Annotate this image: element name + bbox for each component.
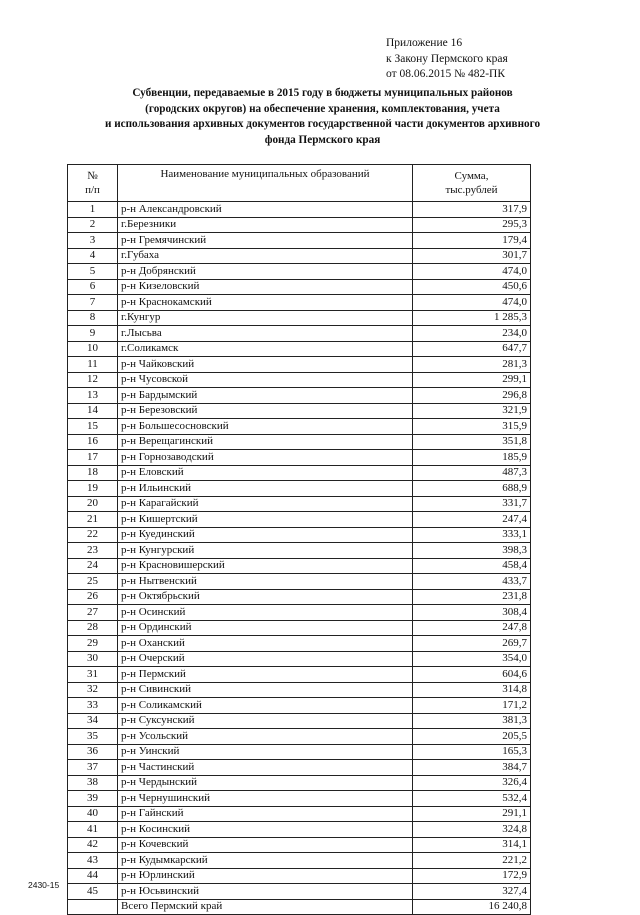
row-number: 42 <box>68 837 118 853</box>
municipality-name: р-н Пермский <box>118 667 413 683</box>
appendix-number: Приложение 16 <box>386 37 463 49</box>
table-row <box>68 403 531 419</box>
total-amount: 16 240,8 <box>413 899 531 915</box>
row-number: 41 <box>68 822 118 838</box>
table-row <box>68 496 531 512</box>
municipality-name: р-н Кишертский <box>118 512 413 528</box>
row-number: 24 <box>68 558 118 574</box>
subsidy-amount: 532,4 <box>413 791 531 807</box>
row-number: 15 <box>68 419 118 435</box>
row-number: 8 <box>68 310 118 326</box>
table-row <box>68 202 531 218</box>
municipality-name: р-н Ильинский <box>118 481 413 497</box>
subsidy-amount: 281,3 <box>413 357 531 373</box>
table-row <box>68 791 531 807</box>
subsidy-amount: 291,1 <box>413 806 531 822</box>
subsidy-amount: 331,7 <box>413 496 531 512</box>
row-number: 40 <box>68 806 118 822</box>
municipality-name: р-н Ординский <box>118 620 413 636</box>
municipality-name: р-н Кудымкарский <box>118 853 413 869</box>
document-code: 2430-15 <box>28 880 60 890</box>
header-sum-line-1: Сумма, <box>454 170 489 182</box>
row-number: 4 <box>68 248 118 264</box>
subsidy-amount: 185,9 <box>413 450 531 466</box>
municipality-name: р-н Юсьвинский <box>118 884 413 900</box>
municipality-name: р-н Березовский <box>118 403 413 419</box>
row-number: 30 <box>68 651 118 667</box>
row-number: 32 <box>68 682 118 698</box>
table-row <box>68 558 531 574</box>
municipality-name: р-н Частинский <box>118 760 413 776</box>
table-body <box>68 202 531 915</box>
table-row <box>68 806 531 822</box>
subsidy-amount: 314,8 <box>413 682 531 698</box>
table-row <box>68 760 531 776</box>
row-number: 1 <box>68 202 118 218</box>
row-number: 37 <box>68 760 118 776</box>
subsidy-amount: 179,4 <box>413 233 531 249</box>
table-row <box>68 310 531 326</box>
table-row <box>68 713 531 729</box>
table-row <box>68 326 531 342</box>
table-row <box>68 729 531 745</box>
table-row <box>68 419 531 435</box>
row-number: 12 <box>68 372 118 388</box>
row-number: 21 <box>68 512 118 528</box>
municipality-name: р-н Карагайский <box>118 496 413 512</box>
subsidy-amount: 647,7 <box>413 341 531 357</box>
municipality-name: р-н Верещагинский <box>118 434 413 450</box>
municipality-name: р-н Косинский <box>118 822 413 838</box>
municipality-name: г.Лысьва <box>118 326 413 342</box>
title-line-3: и использования архивных документов государственной части документов архивного <box>104 118 541 130</box>
row-number: 38 <box>68 775 118 791</box>
table-row <box>68 264 531 280</box>
municipality-name: р-н Кочевский <box>118 837 413 853</box>
row-number: 9 <box>68 326 118 342</box>
subsidy-amount: 299,1 <box>413 372 531 388</box>
row-number: 44 <box>68 868 118 884</box>
title-line-1: Субвенции, передаваемые в 2015 году в бюджеты муниципальных районов <box>132 87 513 99</box>
subsidy-amount: 317,9 <box>413 202 531 218</box>
subsidy-amount: 234,0 <box>413 326 531 342</box>
subsidy-amount: 474,0 <box>413 295 531 311</box>
subsidy-amount: 688,9 <box>413 481 531 497</box>
subsidy-amount: 171,2 <box>413 698 531 714</box>
subsidy-amount: 269,7 <box>413 636 531 652</box>
document-title <box>40 86 605 148</box>
subsidy-amount: 381,3 <box>413 713 531 729</box>
table-row <box>68 636 531 652</box>
subsidy-table <box>67 164 531 915</box>
header-number <box>68 165 118 202</box>
row-number: 11 <box>68 357 118 373</box>
table-row <box>68 527 531 543</box>
title-line-2: (городских округов) на обеспечение хранения, комплектования, учета <box>145 102 500 115</box>
table-row <box>68 543 531 559</box>
municipality-name: р-н Оханский <box>118 636 413 652</box>
subsidy-amount: 301,7 <box>413 248 531 264</box>
row-number: 13 <box>68 388 118 404</box>
table-row <box>68 853 531 869</box>
subsidy-amount: 1 285,3 <box>413 310 531 326</box>
table-row <box>68 248 531 264</box>
subsidy-amount: 221,2 <box>413 853 531 869</box>
table-row <box>68 698 531 714</box>
table-row <box>68 465 531 481</box>
row-number: 36 <box>68 744 118 760</box>
subsidy-amount: 433,7 <box>413 574 531 590</box>
municipality-name: р-н Бардымский <box>118 388 413 404</box>
municipality-name: р-н Соликамский <box>118 698 413 714</box>
row-number: 26 <box>68 589 118 605</box>
row-number: 14 <box>68 403 118 419</box>
subsidy-amount: 172,9 <box>413 868 531 884</box>
row-number: 28 <box>68 620 118 636</box>
row-number: 45 <box>68 884 118 900</box>
municipality-name: р-н Юрлинский <box>118 868 413 884</box>
appendix-reference <box>386 36 626 83</box>
subsidy-amount: 314,1 <box>413 837 531 853</box>
municipality-name: р-н Очерский <box>118 651 413 667</box>
subsidy-amount: 384,7 <box>413 760 531 776</box>
table-header-row <box>68 165 531 202</box>
municipality-name: р-н Осинский <box>118 605 413 621</box>
table-row <box>68 605 531 621</box>
municipality-name: р-н Кизеловский <box>118 279 413 295</box>
row-number: 39 <box>68 791 118 807</box>
row-number: 33 <box>68 698 118 714</box>
subsidy-amount: 474,0 <box>413 264 531 280</box>
row-number: 7 <box>68 295 118 311</box>
subsidy-amount: 247,8 <box>413 620 531 636</box>
appendix-date: от 08.06.2015 № 482-ПК <box>386 68 506 80</box>
table-row <box>68 357 531 373</box>
appendix-law: к Закону Пермского края <box>386 52 508 65</box>
row-number: 27 <box>68 605 118 621</box>
row-number: 5 <box>68 264 118 280</box>
header-sum <box>413 165 531 202</box>
subsidy-amount: 327,4 <box>413 884 531 900</box>
table-row <box>68 372 531 388</box>
row-number: 10 <box>68 341 118 357</box>
table-row <box>68 822 531 838</box>
municipality-name: р-н Гремячинский <box>118 233 413 249</box>
row-number: 23 <box>68 543 118 559</box>
table-row <box>68 481 531 497</box>
title-line-4: фонда Пермского края <box>264 133 381 146</box>
municipality-name: р-н Чернушинский <box>118 791 413 807</box>
table-row <box>68 682 531 698</box>
row-number: 6 <box>68 279 118 295</box>
municipality-name: р-н Октябрьский <box>118 589 413 605</box>
subsidy-amount: 231,8 <box>413 589 531 605</box>
subsidy-amount: 321,9 <box>413 403 531 419</box>
municipality-name: г.Соликамск <box>118 341 413 357</box>
subsidy-amount: 308,4 <box>413 605 531 621</box>
row-number: 3 <box>68 233 118 249</box>
municipality-name: р-н Гайнский <box>118 806 413 822</box>
municipality-name: р-н Большесосновский <box>118 419 413 435</box>
municipality-name: г.Березники <box>118 217 413 233</box>
table-row <box>68 388 531 404</box>
header-number-line-2: п/п <box>85 184 100 196</box>
table-row <box>68 233 531 249</box>
municipality-name: р-н Чусовской <box>118 372 413 388</box>
row-number: 43 <box>68 853 118 869</box>
subsidy-amount: 315,9 <box>413 419 531 435</box>
municipality-name: р-н Добрянский <box>118 264 413 280</box>
total-number-cell <box>68 899 118 915</box>
row-number: 17 <box>68 450 118 466</box>
municipality-name: р-н Краснокамский <box>118 295 413 311</box>
header-number-line-1: № <box>87 170 98 182</box>
municipality-name: р-н Чердынский <box>118 775 413 791</box>
table-row <box>68 837 531 853</box>
subsidy-amount: 295,3 <box>413 217 531 233</box>
table-row <box>68 512 531 528</box>
municipality-name: р-н Кунгурский <box>118 543 413 559</box>
subsidy-amount: 333,1 <box>413 527 531 543</box>
subsidy-amount: 398,3 <box>413 543 531 559</box>
municipality-name: р-н Сивинский <box>118 682 413 698</box>
municipality-name: р-н Александровский <box>118 202 413 218</box>
table-row <box>68 341 531 357</box>
municipality-name: р-н Красновишерский <box>118 558 413 574</box>
header-name: Наименование муниципальных образований <box>118 165 413 202</box>
table-row <box>68 651 531 667</box>
row-number: 25 <box>68 574 118 590</box>
subsidy-amount: 205,5 <box>413 729 531 745</box>
row-number: 19 <box>68 481 118 497</box>
table-row <box>68 295 531 311</box>
subsidy-amount: 247,4 <box>413 512 531 528</box>
municipality-name: г.Кунгур <box>118 310 413 326</box>
subsidy-amount: 326,4 <box>413 775 531 791</box>
subsidy-amount: 604,6 <box>413 667 531 683</box>
municipality-name: р-н Куединский <box>118 527 413 543</box>
municipality-name: р-н Чайковский <box>118 357 413 373</box>
row-number: 16 <box>68 434 118 450</box>
subsidy-amount: 487,3 <box>413 465 531 481</box>
table-row <box>68 744 531 760</box>
municipality-name: р-н Усольский <box>118 729 413 745</box>
table-row <box>68 434 531 450</box>
row-number: 35 <box>68 729 118 745</box>
row-number: 31 <box>68 667 118 683</box>
subsidy-amount: 165,3 <box>413 744 531 760</box>
table-row <box>68 279 531 295</box>
table-row <box>68 589 531 605</box>
municipality-name: г.Губаха <box>118 248 413 264</box>
table-row <box>68 217 531 233</box>
municipality-name: р-н Уинский <box>118 744 413 760</box>
municipality-name: р-н Нытвенский <box>118 574 413 590</box>
subsidy-amount: 458,4 <box>413 558 531 574</box>
subsidy-amount: 450,6 <box>413 279 531 295</box>
header-sum-line-2: тыс.рублей <box>445 184 498 196</box>
table-row <box>68 667 531 683</box>
row-number: 34 <box>68 713 118 729</box>
subsidy-amount: 324,8 <box>413 822 531 838</box>
subsidy-amount: 351,8 <box>413 434 531 450</box>
table-row <box>68 868 531 884</box>
row-number: 2 <box>68 217 118 233</box>
row-number: 20 <box>68 496 118 512</box>
municipality-name: р-н Горнозаводский <box>118 450 413 466</box>
table-row <box>68 620 531 636</box>
table-row <box>68 574 531 590</box>
table-row <box>68 450 531 466</box>
table-row <box>68 884 531 900</box>
municipality-name: р-н Суксунский <box>118 713 413 729</box>
subsidy-amount: 296,8 <box>413 388 531 404</box>
total-row <box>68 899 531 915</box>
total-label: Всего Пермский край <box>118 899 413 915</box>
municipality-name: р-н Еловский <box>118 465 413 481</box>
row-number: 18 <box>68 465 118 481</box>
row-number: 29 <box>68 636 118 652</box>
subsidy-amount: 354,0 <box>413 651 531 667</box>
row-number: 22 <box>68 527 118 543</box>
table-row <box>68 775 531 791</box>
